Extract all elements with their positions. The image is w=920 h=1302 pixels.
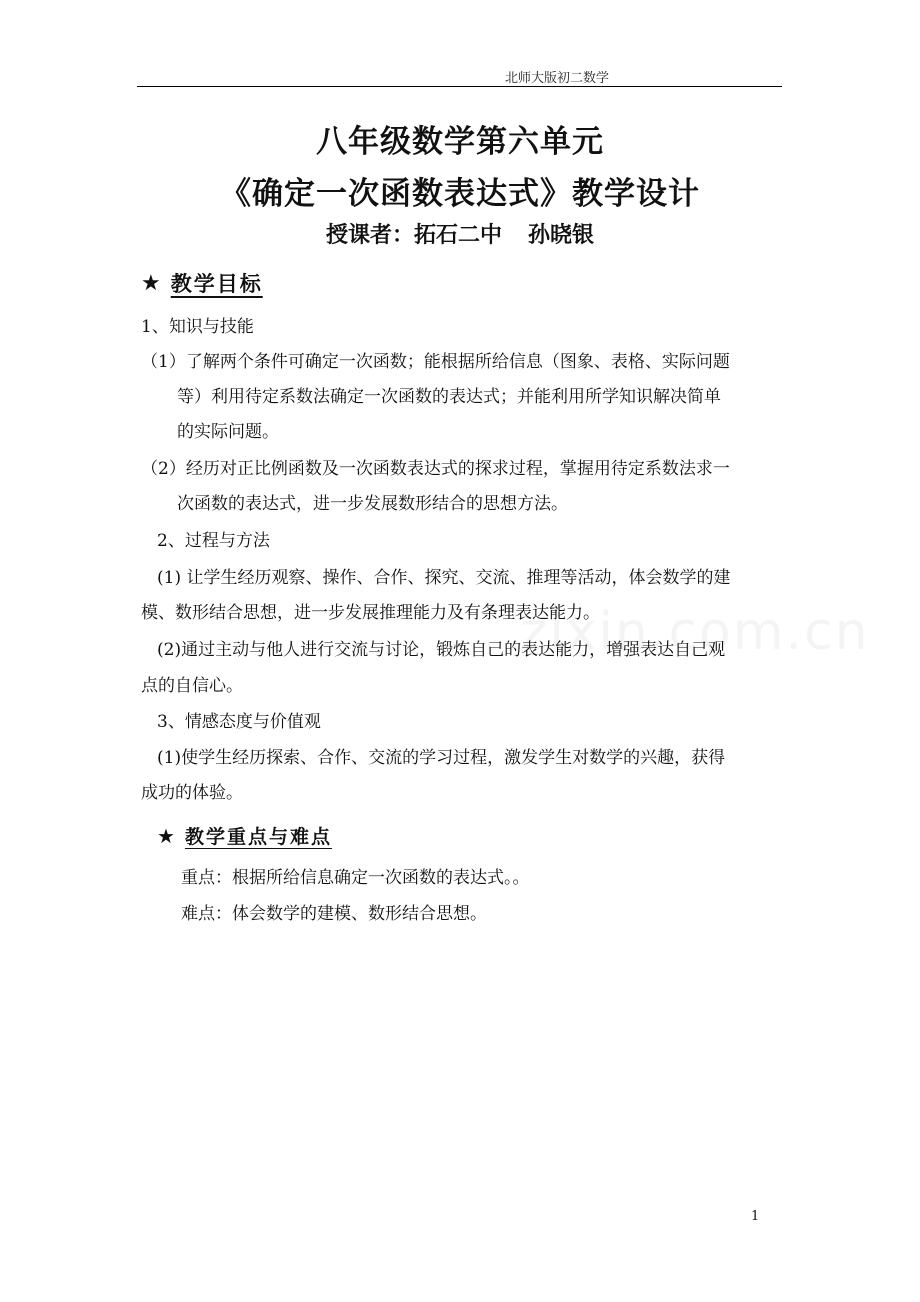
page-header: 北师大版初二数学 xyxy=(505,71,610,86)
paragraph-line: 的实际问题。 xyxy=(177,422,279,442)
paragraph-line: (1)使学生经历探索、合作、交流的学习过程，激发学生对数学的兴趣，获得 xyxy=(157,748,726,768)
paragraph-line: 点的自信心。 xyxy=(141,676,243,696)
author-name: 孙晓银 xyxy=(528,222,595,248)
star-icon: ★ xyxy=(141,270,161,296)
paragraph-line: 成功的体验。 xyxy=(141,783,243,803)
section-heading-objectives xyxy=(141,268,263,298)
paragraph-line: 1、知识与技能 xyxy=(141,317,254,337)
header-rule xyxy=(137,86,782,87)
section-title: 教学重点与难点 xyxy=(184,826,332,848)
paragraph-line: 2、过程与方法 xyxy=(157,531,270,551)
paragraph-line: 重点：根据所给信息确定一次函数的表达式。。 xyxy=(181,868,530,888)
paragraph-line: （2）经历对正比例函数及一次函数表达式的探求过程，掌握用待定系数法求一 xyxy=(141,459,730,479)
paragraph-line: 次函数的表达式，进一步发展数形结合的思想方法。 xyxy=(177,494,568,514)
section-title: 教学目标 xyxy=(170,271,263,296)
section-heading-key-points xyxy=(157,822,332,849)
paragraph-line: 难点：体会数学的建模、数形结合思想。 xyxy=(181,904,487,924)
paragraph-line: （1）了解两个条件可确定一次函数；能根据所给信息（图象、表格、实际问题 xyxy=(141,352,730,372)
document-title: 八年级数学第六单元 xyxy=(316,124,604,160)
document-subtitle: 《确定一次函数表达式》教学设计 xyxy=(220,176,700,212)
paragraph-line: (2)通过主动与他人进行交流与讨论，锻炼自己的表达能力，增强表达自己观 xyxy=(157,640,726,660)
page-number: 1 xyxy=(751,1209,760,1224)
paragraph-line: 3、情感态度与价值观 xyxy=(157,712,321,732)
paragraph-line: 等）利用待定系数法确定一次函数的表达式；并能利用所学知识解决简单 xyxy=(177,387,721,407)
author-label: 授课者：拓石二中 xyxy=(325,222,502,248)
paragraph-line: (1) 让学生经历观察、操作、合作、探究、交流、推理等活动，体会数学的建 xyxy=(157,568,731,588)
author-line xyxy=(0,218,920,249)
star-icon: ★ xyxy=(157,823,175,848)
paragraph-line: 模、数形结合思想，进一步发展推理能力及有条理表达能力。 xyxy=(141,603,600,623)
